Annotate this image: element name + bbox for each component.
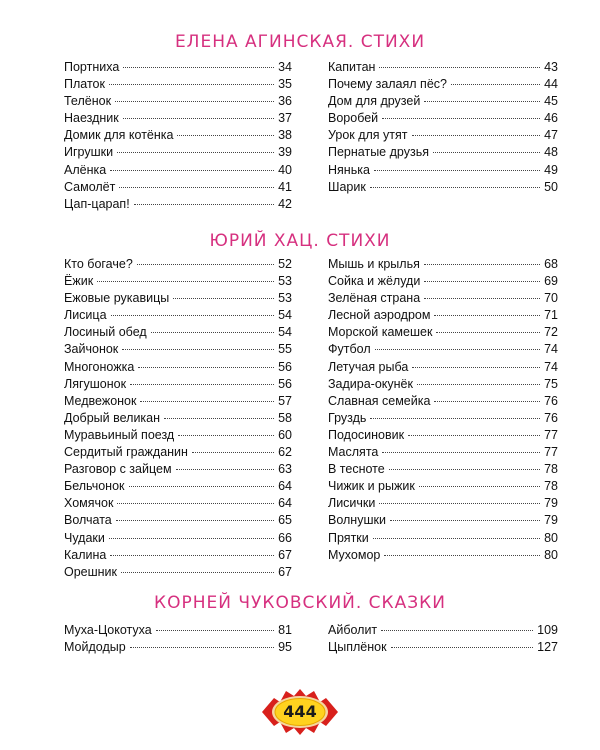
toc-entry: [64, 410, 292, 427]
toc-entry-page: 62: [278, 445, 292, 460]
toc-entry-page: 52: [278, 257, 292, 271]
dot-leader: [138, 367, 274, 368]
toc-entry-title: Чижик и рыжик: [328, 479, 415, 494]
toc-entry-page: 67: [278, 547, 292, 562]
toc-entry: [64, 376, 292, 393]
dot-leader: [373, 538, 540, 539]
dot-leader: [192, 452, 274, 453]
toc-entry-title: Мышь и крылья: [328, 257, 420, 271]
toc-entry-title: Задира-окунёк: [328, 376, 413, 391]
toc-entry: [328, 127, 558, 144]
toc-entry-page: 57: [278, 393, 292, 408]
dot-leader: [123, 67, 274, 68]
toc-entry-page: 66: [278, 530, 292, 545]
toc-entry-title: Сердитый гражданин: [64, 445, 188, 460]
toc-entry-page: 76: [544, 410, 558, 425]
toc-entry: [328, 461, 558, 478]
toc-entry-title: Лягушонок: [64, 376, 127, 391]
toc-entry-page: 72: [544, 325, 558, 340]
dot-leader: [434, 401, 540, 402]
toc-entry-title: Кто богаче?: [64, 257, 133, 271]
toc-entry: [328, 359, 558, 376]
toc-entry: [64, 564, 292, 581]
toc-entry-page: 74: [544, 359, 558, 374]
dot-leader: [370, 418, 540, 419]
dot-leader: [412, 135, 541, 136]
toc-entry-title: Ежовые рукавицы: [64, 291, 170, 306]
page-number: 444: [283, 702, 317, 721]
toc-entry-title: Наездник: [64, 111, 119, 126]
dot-leader: [379, 503, 540, 504]
section-title-chukovsky: КОРНЕЙ ЧУКОВСКИЙ. СКАЗКИ: [154, 593, 446, 613]
toc-entry: [328, 179, 558, 196]
toc-entry: [328, 376, 558, 393]
toc-entry-title: Портниха: [64, 60, 120, 74]
toc-entry-page: 35: [278, 77, 292, 92]
toc-entry-title: Почему залаял пёс?: [328, 77, 447, 92]
dot-leader: [374, 170, 540, 171]
toc-entry: [64, 110, 292, 127]
dot-leader: [424, 101, 540, 102]
toc-entry: [328, 59, 558, 76]
toc-entry-title: Орешник: [64, 564, 118, 579]
toc-entry: [328, 547, 558, 564]
toc-entry-page: 50: [544, 179, 558, 194]
toc-entry-title: Бельчонок: [64, 479, 125, 494]
toc-entry-title: Чудаки: [64, 530, 105, 545]
toc-entry-page: 70: [544, 291, 558, 306]
toc-entry-title: Футбол: [328, 342, 371, 357]
toc-entry-title: Калина: [64, 547, 107, 562]
page-number-badge: [260, 688, 340, 736]
toc-entry-title: Самолёт: [64, 179, 116, 194]
dot-leader: [381, 630, 533, 631]
toc-entry-title: Телёнок: [64, 94, 112, 109]
toc-entry: [64, 495, 292, 512]
toc-entry-page: 75: [544, 376, 558, 391]
toc-entry: [64, 144, 292, 161]
toc-entry: [328, 478, 558, 495]
toc-entry: [328, 144, 558, 161]
toc-entry-page: 80: [544, 547, 558, 562]
dot-leader: [137, 264, 274, 265]
toc-entry-title: Лисички: [328, 496, 376, 511]
toc-entry-title: Ёжик: [64, 274, 94, 289]
dot-leader: [115, 101, 274, 102]
dot-leader: [389, 469, 540, 470]
toc-entry-page: 45: [544, 94, 558, 109]
toc-entry: [64, 76, 292, 93]
toc-entry-title: Летучая рыба: [328, 359, 409, 374]
toc-entry-title: Лисица: [64, 308, 107, 323]
dot-leader: [164, 418, 274, 419]
toc-entry-title: Мухомор: [328, 547, 381, 562]
toc-entry-title: Игрушки: [64, 145, 114, 160]
toc-entry: [328, 110, 558, 127]
dot-leader: [111, 315, 275, 316]
toc-column-right: [328, 59, 558, 196]
toc-entry: [328, 290, 558, 307]
dot-leader: [130, 647, 274, 648]
toc-entry: [328, 512, 558, 529]
dot-leader: [151, 332, 274, 333]
dot-leader: [436, 332, 540, 333]
toc-entry-page: 44: [544, 77, 558, 92]
toc-column-right: [328, 256, 558, 564]
toc-entry-page: 65: [278, 513, 292, 528]
toc-entry-title: Муха-Цокотуха: [64, 623, 152, 637]
toc-entry: [328, 324, 558, 341]
toc-entry: [64, 622, 292, 639]
toc-entry: [64, 324, 292, 341]
toc-entry-page: 78: [544, 479, 558, 494]
dot-leader: [375, 349, 540, 350]
toc-entry-page: 38: [278, 128, 292, 143]
dot-leader: [424, 264, 540, 265]
toc-entry: [64, 512, 292, 529]
dot-leader: [379, 67, 540, 68]
dot-leader: [173, 298, 274, 299]
dot-leader: [122, 349, 274, 350]
toc-entry: [64, 547, 292, 564]
dot-leader: [382, 118, 540, 119]
dot-leader: [390, 520, 540, 521]
toc-entry-title: Зайчонок: [64, 342, 119, 357]
toc-entry-title: Муравьиный поезд: [64, 427, 175, 442]
toc-entry: [328, 341, 558, 358]
toc-entry-title: Цыплёнок: [328, 640, 387, 655]
toc-entry-page: 69: [544, 274, 558, 289]
toc-entry-title: Многоножка: [64, 359, 135, 374]
toc-entry-page: 77: [544, 427, 558, 442]
toc-entry-page: 63: [278, 462, 292, 477]
toc-entry: [64, 307, 292, 324]
toc-entry: [64, 461, 292, 478]
dot-leader: [109, 538, 274, 539]
dot-leader: [370, 187, 540, 188]
dot-leader: [408, 435, 540, 436]
toc-entry: [64, 59, 292, 76]
toc-entry-title: Зелёная страна: [328, 291, 421, 306]
toc-entry-page: 54: [278, 308, 292, 323]
dot-leader: [119, 187, 274, 188]
dot-leader: [109, 84, 274, 85]
toc-entry-title: Урок для утят: [328, 128, 408, 143]
toc-entry: [64, 179, 292, 196]
toc-entry-page: 76: [544, 393, 558, 408]
dot-leader: [412, 367, 540, 368]
dot-leader: [156, 630, 274, 631]
toc-entry-page: 53: [278, 274, 292, 289]
toc-entry-page: 67: [278, 564, 292, 579]
toc-entry: [64, 290, 292, 307]
toc-entry-title: Лосиный обед: [64, 325, 147, 340]
dot-leader: [134, 204, 274, 205]
toc-entry-page: 53: [278, 291, 292, 306]
toc-entry-title: Капитан: [328, 60, 376, 74]
toc-entry-title: Маслята: [328, 445, 379, 460]
toc-entry: [64, 427, 292, 444]
toc-entry-page: 109: [537, 623, 558, 637]
toc-entry-page: 79: [544, 513, 558, 528]
dot-leader: [433, 152, 540, 153]
toc-entry: [64, 444, 292, 461]
toc-entry-page: 54: [278, 325, 292, 340]
toc-entry: [64, 639, 292, 656]
toc-entry-title: Домик для котёнка: [64, 128, 174, 143]
toc-entry-title: Морской камешек: [328, 325, 433, 340]
toc-entry-title: Разговор с зайцем: [64, 462, 172, 477]
toc-entry-title: Дом для друзей: [328, 94, 421, 109]
toc-entry: [328, 256, 558, 273]
dot-leader: [140, 401, 274, 402]
toc-entry-title: Цап-царап!: [64, 196, 130, 211]
toc-entry: [64, 93, 292, 110]
toc-entry-page: 41: [278, 179, 292, 194]
dot-leader: [417, 384, 540, 385]
dot-leader: [117, 503, 274, 504]
toc-entry-page: 68: [544, 257, 558, 271]
dot-leader: [178, 435, 274, 436]
toc-entry-page: 58: [278, 410, 292, 425]
toc-entry: [328, 307, 558, 324]
dot-leader: [382, 452, 540, 453]
toc-entry-title: Прятки: [328, 530, 369, 545]
toc-entry-page: 77: [544, 445, 558, 460]
toc-column-right: [328, 622, 558, 656]
toc-entry-title: Пернатые друзья: [328, 145, 429, 160]
dot-leader: [110, 555, 274, 556]
toc-entry: [328, 622, 558, 639]
dot-leader: [384, 555, 540, 556]
toc-entry: [328, 495, 558, 512]
dot-leader: [130, 384, 274, 385]
toc-entry-page: 64: [278, 479, 292, 494]
toc-column-left: [64, 59, 292, 213]
toc-entry-title: Лесной аэродром: [328, 308, 431, 323]
dot-leader: [424, 298, 540, 299]
dot-leader: [110, 170, 274, 171]
toc-entry-page: 36: [278, 94, 292, 109]
toc-entry-title: Воробей: [328, 111, 379, 126]
toc-entry-title: Волнушки: [328, 513, 386, 528]
toc-entry: [64, 127, 292, 144]
toc-entry: [328, 93, 558, 110]
toc-entry: [328, 444, 558, 461]
toc-entry: [328, 393, 558, 410]
toc-entry-title: Сойка и жёлуди: [328, 274, 421, 289]
toc-column-left: [64, 622, 292, 656]
toc-entry: [328, 162, 558, 179]
toc-entry-page: 42: [278, 196, 292, 211]
dot-leader: [451, 84, 540, 85]
toc-entry-page: 81: [278, 623, 292, 637]
toc-entry: [328, 427, 558, 444]
dot-leader: [177, 135, 274, 136]
toc-entry-page: 80: [544, 530, 558, 545]
toc-entry-title: Хомячок: [64, 496, 114, 511]
dot-leader: [123, 118, 274, 119]
dot-leader: [391, 647, 534, 648]
toc-entry-page: 39: [278, 145, 292, 160]
dot-leader: [117, 152, 274, 153]
toc-entry: [328, 410, 558, 427]
toc-entry-title: Мойдодыр: [64, 640, 126, 655]
dot-leader: [419, 486, 540, 487]
toc-entry-page: 56: [278, 376, 292, 391]
toc-entry-title: Алёнка: [64, 162, 107, 177]
toc-entry-page: 47: [544, 128, 558, 143]
dot-leader: [434, 315, 540, 316]
toc-entry-page: 95: [278, 640, 292, 655]
toc-entry-title: Груздь: [328, 410, 367, 425]
toc-entry: [64, 341, 292, 358]
toc-entry-page: 55: [278, 342, 292, 357]
toc-entry-title: Шарик: [328, 179, 366, 194]
toc-entry-page: 56: [278, 359, 292, 374]
toc-entry-page: 40: [278, 162, 292, 177]
section-title-aginskaya: ЕЛЕНА АГИНСКАЯ. СТИХИ: [174, 32, 426, 52]
dot-leader: [121, 572, 274, 573]
toc-entry-title: Славная семейка: [328, 393, 431, 408]
toc-entry-page: 48: [544, 145, 558, 160]
toc-entry-title: Добрый великан: [64, 410, 161, 425]
toc-entry: [64, 530, 292, 547]
toc-entry-page: 74: [544, 342, 558, 357]
dot-leader: [176, 469, 275, 470]
toc-entry-title: Волчата: [64, 513, 112, 528]
toc-entry-page: 37: [278, 111, 292, 126]
toc-entry: [328, 639, 558, 656]
dot-leader: [97, 281, 274, 282]
toc-entry-page: 79: [544, 496, 558, 511]
toc-entry: [64, 478, 292, 495]
toc-entry: [64, 273, 292, 290]
toc-entry: [64, 393, 292, 410]
toc-entry-page: 60: [278, 427, 292, 442]
toc-entry: [64, 359, 292, 376]
toc-entry-title: В тесноте: [328, 462, 385, 477]
toc-entry-page: 78: [544, 462, 558, 477]
toc-column-left: [64, 256, 292, 581]
toc-entry-page: 64: [278, 496, 292, 511]
toc-entry: [64, 162, 292, 179]
dot-leader: [424, 281, 540, 282]
toc-entry-page: 71: [544, 308, 558, 323]
toc-entry-page: 34: [278, 60, 292, 74]
toc-entry-page: 127: [537, 640, 558, 655]
toc-entry-title: Платок: [64, 77, 105, 92]
toc-entry-title: Айболит: [328, 623, 378, 637]
toc-entry-title: Медвежонок: [64, 393, 137, 408]
dot-leader: [129, 486, 275, 487]
toc-entry-title: Подосиновик: [328, 427, 405, 442]
toc-entry: [328, 273, 558, 290]
toc-entry-page: 49: [544, 162, 558, 177]
toc-entry: [328, 530, 558, 547]
toc-entry-page: 46: [544, 111, 558, 126]
toc-entry: [64, 196, 292, 213]
toc-entry-title: Нянька: [328, 162, 370, 177]
toc-entry: [64, 256, 292, 273]
section-title-khats: ЮРИЙ ХАЦ. СТИХИ: [209, 231, 391, 251]
toc-entry-page: 43: [544, 60, 558, 74]
dot-leader: [116, 520, 274, 521]
toc-entry: [328, 76, 558, 93]
